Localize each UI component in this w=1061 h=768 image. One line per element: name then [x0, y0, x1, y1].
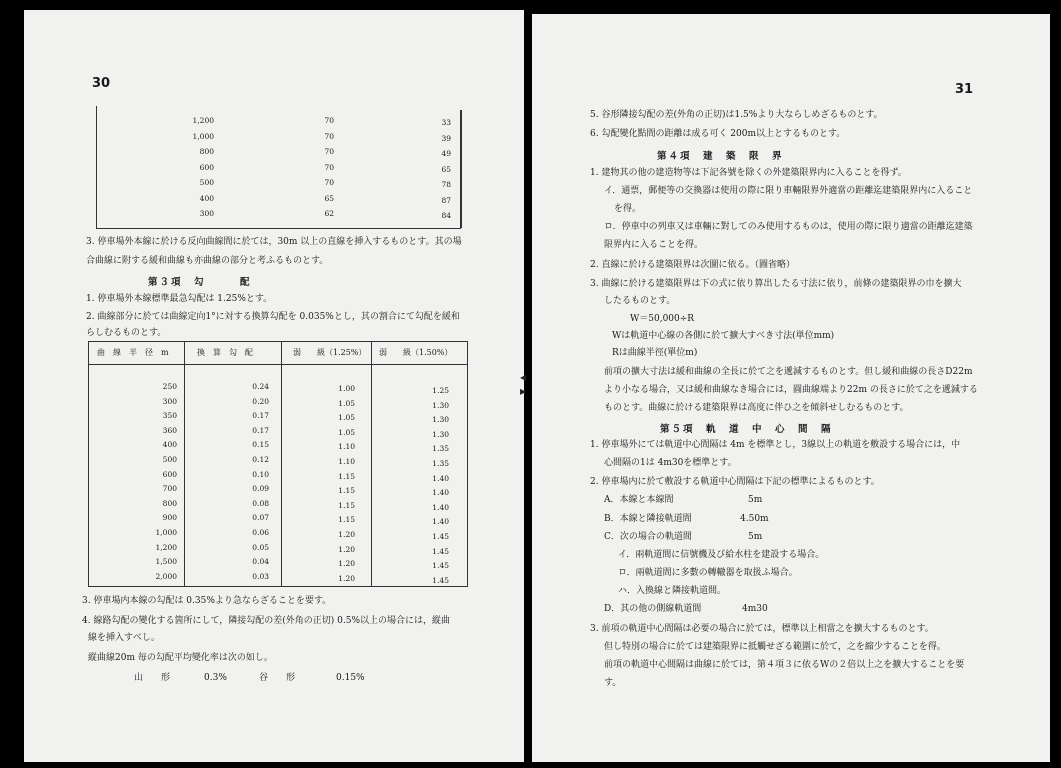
section-5-item-3-line-3: 前項の軌道中心間隔は曲線に於ては，第４項３に依るWの２倍以上之を擴大することを要 — [604, 660, 965, 670]
table-header-radius: 曲 線 半 径 m — [97, 348, 169, 357]
section-4-item-1: 1. 建物其の他の建造物等は下記各號を除くの外建築限界内に入ることを得ず。 — [590, 168, 907, 178]
table-header-class-125: 弱 級（1.25%） — [293, 348, 367, 357]
table-cell-class-125: 1.05 — [338, 398, 355, 408]
table-cell-radius: 600 — [162, 469, 177, 479]
section-4-paragraph-line-2: より小なる場合，又は緩和曲線なき場合には，圓曲線端より22m の長さに於て之を遞減する — [604, 385, 978, 395]
table-cell-class-125: 1.20 — [338, 530, 355, 539]
top-table-cell: 49 — [441, 149, 451, 158]
item-3: 3. 停車場内本線の勾配は 0.35%より急ならざることを要す。 — [82, 596, 332, 606]
table-cell-class-150: 1.30 — [432, 429, 449, 439]
formula: W＝50,000÷R — [630, 314, 695, 324]
page-number: 31 — [955, 82, 974, 97]
table-cell-class-125: 1.15 — [338, 515, 355, 525]
section-4-item-3-line-1: 3. 曲線に於ける建築限界は下の式に依り算出したる寸法に依り，前條の建築限界の巾を擴大 — [590, 279, 962, 289]
section-5-title: 第５項 軌 道 中 心 間 隔 — [660, 424, 833, 435]
table-cell-gradient: 0.03 — [252, 571, 269, 581]
section-4-item-ro-line-1: ロ．停車中の列車又は車輛に對してのみ使用するものは，使用の際に限り適當の距離迄建築 — [604, 222, 973, 232]
section-5-item-1-line-2: 心間隔の1は 4m30を標準とす。 — [604, 458, 737, 468]
line-5: 5. 谷形隣接勾配の差(外角の正切)は1.5%より大ならしめざるものとす。 — [590, 110, 883, 120]
left-page — [24, 10, 524, 762]
top-table-cell: 33 — [441, 118, 451, 127]
table-cell-gradient: 0.10 — [252, 469, 269, 479]
table-cell-radius: 300 — [162, 396, 177, 406]
formula-w-definition: Wは軌道中心線の各側に於て擴大すべき寸法(単位mm) — [612, 331, 835, 341]
table-cell-radius: 1,500 — [155, 557, 177, 567]
top-table-cell: 400 — [199, 193, 214, 203]
vertical-curve-label-1: 山 形 — [134, 673, 171, 683]
table-cell-class-150: 1.35 — [432, 459, 449, 468]
table-cell-gradient: 0.06 — [252, 528, 269, 537]
top-table-cell: 65 — [441, 164, 451, 174]
table-cell-class-125: 1.10 — [338, 457, 355, 466]
table-cell-class-150: 1.45 — [432, 575, 449, 585]
table-cell-radius: 700 — [162, 484, 177, 494]
section-5-c-item-i: イ．兩軌道間に信號機及び給水柱を建設する場合。 — [618, 550, 825, 560]
top-table-cell: 78 — [441, 180, 451, 189]
gradient-table — [88, 341, 468, 587]
table-cell-gradient: 0.04 — [252, 557, 269, 567]
table-cell-radius: 2,000 — [155, 571, 177, 581]
top-table-cell: 70 — [324, 116, 334, 125]
top-table-cell: 65 — [324, 193, 334, 203]
item-4-line-3: 縦曲線20m 毎の勾配平均變化率は次の如し。 — [88, 653, 273, 663]
table-cell-class-150: 1.45 — [432, 546, 449, 556]
column-divider — [281, 342, 282, 586]
table-cell-gradient: 0.17 — [252, 425, 269, 435]
top-table-cell: 500 — [199, 178, 214, 187]
paragraph-3-line-1: 3. 停車場外本線に於ける反向曲線間に於ては，30m 以上の直線を挿入するものとす。其の場 — [86, 237, 462, 247]
table-cell-gradient: 0.09 — [252, 484, 269, 494]
table-cell-class-125: 1.05 — [338, 427, 355, 437]
table-cell-class-125: 1.20 — [338, 573, 355, 583]
table-cell-class-150: 1.30 — [432, 415, 449, 425]
table-cell-radius: 800 — [162, 498, 177, 508]
top-table-cell: 600 — [199, 162, 214, 172]
item-2-line-2: らしむるものとす。 — [86, 328, 167, 338]
section-5-c-item-ro: ロ．兩軌道間に多數の轉轍器を取扱ふ場合。 — [618, 568, 798, 578]
section-3-title: 第３項 勾 配 — [148, 277, 252, 288]
table-cell-radius: 900 — [162, 513, 177, 523]
vertical-curve-value-2: 0.15% — [336, 673, 365, 683]
section-5-d-label: D．其の他の側線軌道間 — [604, 604, 702, 614]
table-cell-class-150: 1.40 — [432, 473, 449, 483]
top-table-cell: 1,000 — [192, 131, 214, 141]
table-cell-radius: 360 — [162, 425, 177, 435]
table-cell-radius: 1,200 — [155, 542, 177, 552]
top-table-cell: 1,200 — [192, 116, 214, 125]
section-5-a-value: 5m — [748, 495, 763, 505]
table-cell-gradient: 0.07 — [252, 513, 269, 523]
table-cell-class-125: 1.15 — [338, 471, 355, 481]
table-cell-class-150: 1.40 — [432, 502, 449, 512]
table-cell-class-125: 1.00 — [338, 384, 355, 393]
table-cell-class-125: 1.15 — [338, 486, 355, 496]
formula-r-definition: Rは曲線半徑(單位m) — [612, 348, 698, 358]
binding-mark: ◂ ▸ — [520, 370, 527, 398]
section-5-item-3-line-1: 3. 前項の軌道中心間隔は必要の場合に於ては，標準以上相當之を擴大するものとす。 — [590, 624, 934, 634]
section-5-d-value: 4m30 — [742, 604, 768, 614]
table-cell-gradient: 0.12 — [252, 455, 269, 464]
section-5-c-value: 5m — [748, 532, 763, 542]
section-5-item-3-line-4: す。 — [604, 678, 622, 688]
vertical-curve-value-1: 0.3% — [204, 673, 227, 683]
table-cell-gradient: 0.05 — [252, 542, 269, 552]
section-5-item-3-line-2: 但し特別の場合に於ては建築限界に抵觸せざる範圍に於て，之を縮少することを得。 — [604, 642, 946, 652]
top-table-cell: 87 — [441, 195, 451, 205]
top-table-cell: 62 — [324, 209, 334, 218]
table-cell-gradient: 0.08 — [252, 498, 269, 508]
section-5-c-item-ha: ハ．入換線と隣接軌道間。 — [618, 586, 727, 596]
line-6: 6. 勾配變化點間の距離は成る可く 200m以上とするものとす。 — [590, 129, 846, 139]
section-4-item-3-line-2: したるものとす。 — [604, 296, 676, 306]
table-border-left — [96, 106, 97, 228]
table-cell-gradient: 0.15 — [252, 440, 269, 450]
top-table-cell: 70 — [324, 162, 334, 172]
item-4-line-2: 線を挿入すべし。 — [88, 633, 160, 643]
section-5-a-label: A．本線と本線間 — [604, 495, 674, 505]
table-border-bottom — [96, 228, 461, 229]
section-4-item-i-line-1: イ．通票，郵便等の交換器は使用の際に限り車輛限界外適當の距離迄建築限界内に入ること — [604, 186, 973, 196]
item-1: 1. 停車場外本線標準最急勾配は 1.25%とす。 — [86, 294, 273, 304]
top-table-cell: 300 — [199, 209, 214, 218]
table-cell-class-150: 1.40 — [432, 517, 449, 527]
table-cell-radius: 1,000 — [155, 528, 177, 537]
paragraph-3-line-2: 合曲線に附する緩和曲線も亦曲線の部分と考ふるものとす。 — [86, 256, 329, 266]
section-4-paragraph-line-3: ものとす。曲線に於ける建築限界は高度に伴ひ之を傾斜せしむるものとす。 — [604, 403, 909, 413]
table-cell-class-125: 1.05 — [338, 413, 355, 423]
table-cell-radius: 500 — [162, 455, 177, 464]
section-5-b-label: B．本線と隣接軌道間 — [604, 514, 692, 524]
item-4-line-1: 4. 線路勾配の變化する箇所にして，隣接勾配の差(外角の正切) 0.5%以上の場合には，縦曲 — [82, 616, 451, 626]
table-cell-gradient: 0.20 — [252, 396, 269, 406]
column-divider — [371, 342, 372, 586]
table-cell-gradient: 0.24 — [252, 382, 269, 391]
table-cell-class-150: 1.25 — [432, 386, 449, 395]
table-cell-class-125: 1.20 — [338, 559, 355, 569]
top-table-cell: 84 — [441, 211, 451, 220]
table-cell-class-150: 1.30 — [432, 400, 449, 410]
table-cell-class-150: 1.45 — [432, 532, 449, 541]
top-table-cell: 70 — [324, 178, 334, 187]
table-header-class-150: 弱 級（1.50%） — [379, 348, 453, 357]
column-divider — [184, 342, 185, 586]
section-5-item-1-line-1: 1. 停車場外にては軌道中心間隔は 4m を標準とし，3線以上の軌道を敷設する場合には，中 — [590, 440, 961, 450]
table-cell-class-125: 1.10 — [338, 442, 355, 452]
table-cell-class-125: 1.15 — [338, 500, 355, 510]
top-table-cell: 70 — [324, 131, 334, 141]
section-5-b-value: 4.50m — [740, 514, 769, 524]
table-cell-class-150: 1.45 — [432, 561, 449, 571]
table-header-gradient: 換 算 勾 配 — [197, 348, 253, 357]
right-page — [532, 14, 1050, 762]
section-5-item-2: 2. 停車場内に於て敷設する軌道中心間隔は下記の標準によるものとす。 — [590, 477, 880, 487]
table-cell-gradient: 0.17 — [252, 411, 269, 421]
vertical-curve-label-2: 谷 形 — [259, 673, 296, 683]
table-header-rule — [89, 364, 467, 365]
table-cell-radius: 250 — [162, 382, 177, 391]
page-number: 30 — [92, 76, 111, 91]
table-cell-radius: 350 — [162, 411, 177, 421]
table-border-right — [460, 110, 462, 228]
top-table-cell: 70 — [324, 147, 334, 156]
table-cell-class-125: 1.20 — [338, 544, 355, 554]
section-4-paragraph-line-1: 前項の擴大寸法は緩和曲線の全長に於て之を遞減するものとす。但し緩和曲線の長さD22m — [604, 367, 973, 377]
item-2-line-1: 2. 曲線部分に於ては曲線定向1°に対する換算勾配を 0.035%とし，其の割合にて勾配を緩和 — [86, 312, 460, 322]
section-5-c-label: C．次の場合の軌道間 — [604, 532, 692, 542]
section-4-item-i-line-2: を得。 — [614, 204, 642, 214]
top-table-cell: 39 — [441, 133, 451, 143]
section-4-item-2: 2. 直線に於ける建築限界は次圖に依る。（圖省略） — [590, 260, 795, 270]
section-4-item-ro-line-2: 限界内に入ることを得。 — [604, 240, 704, 250]
top-table-cell: 800 — [199, 147, 214, 156]
table-cell-radius: 400 — [162, 440, 177, 450]
section-4-title: 第４項 建 築 限 界 — [657, 151, 784, 162]
table-cell-class-150: 1.40 — [432, 488, 449, 498]
table-cell-class-150: 1.35 — [432, 444, 449, 454]
